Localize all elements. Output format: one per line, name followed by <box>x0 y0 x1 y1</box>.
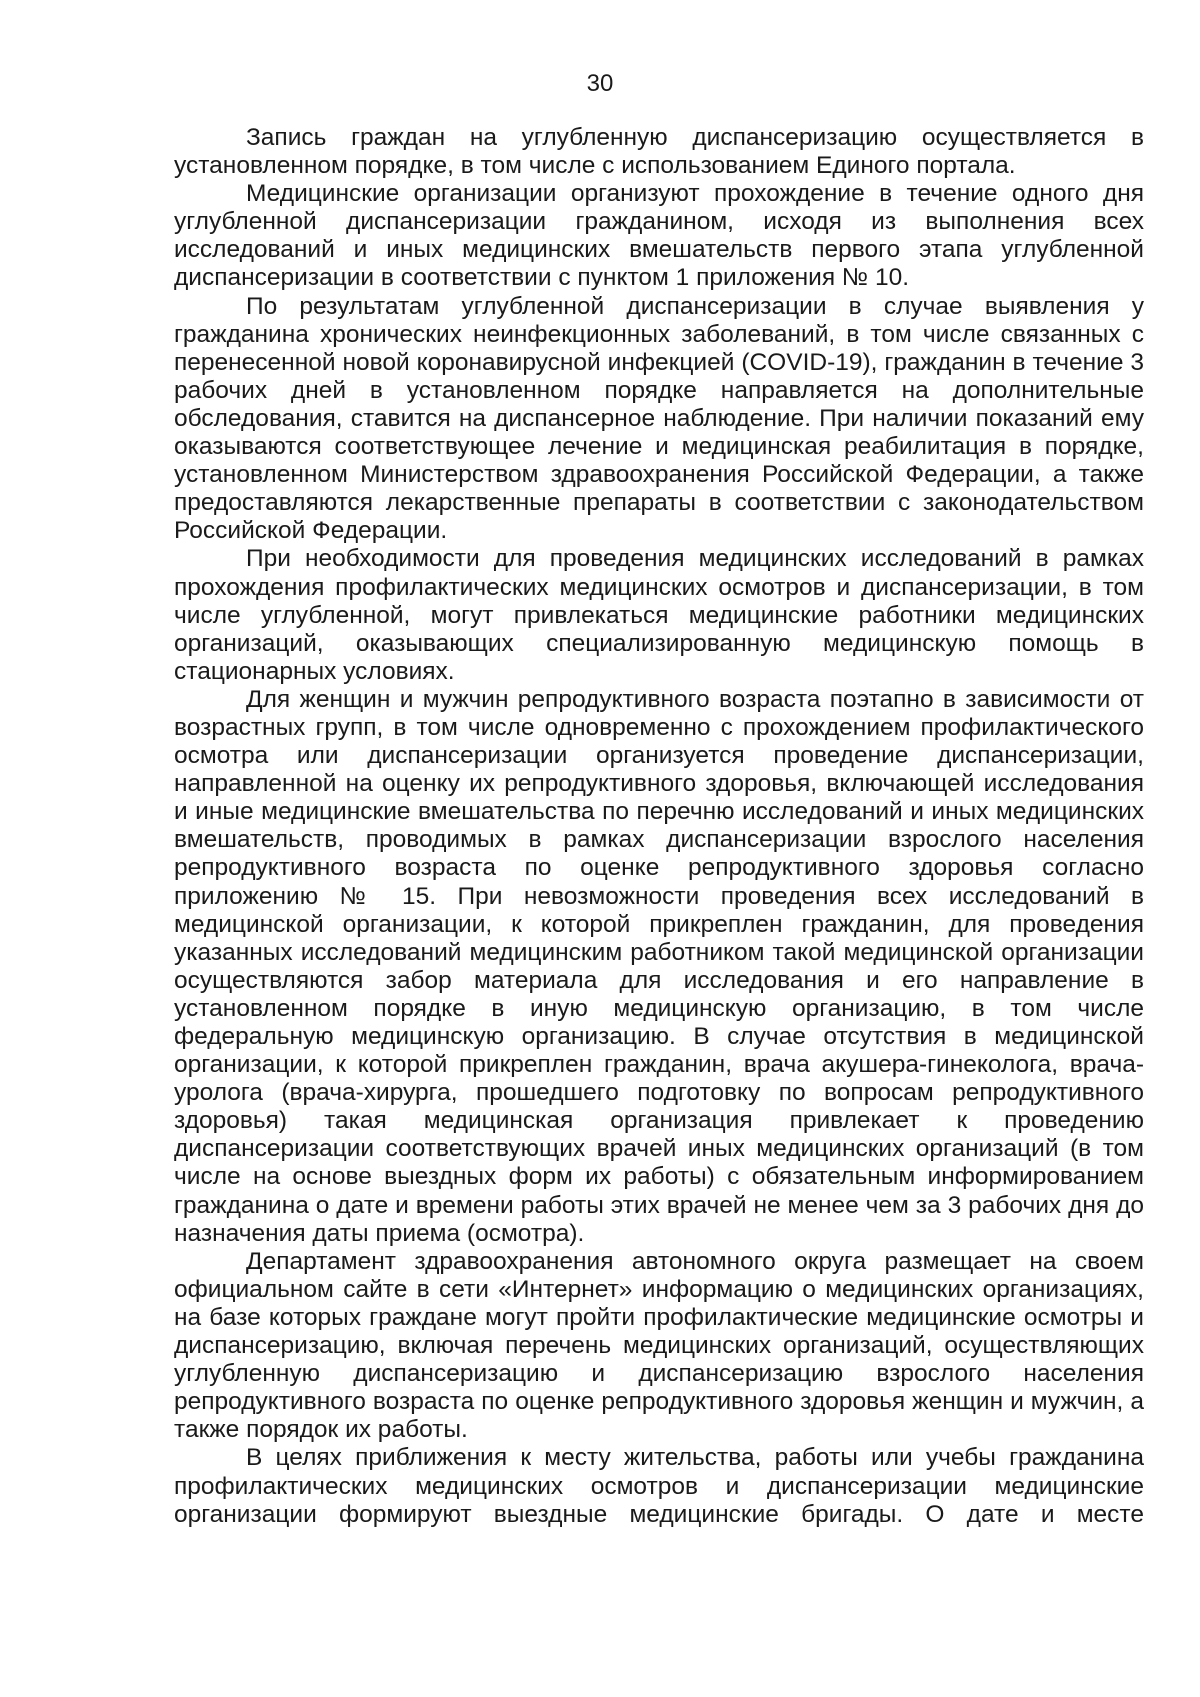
paragraph-results-of-examination: По результатам углубленной диспансеризации в случае выявления у гражданина хронических неинфекционных заболеваний, в том числе связанных с перенесенной новой коронавирусной инфекцией (COVID-19), гражданин в течение 3 рабочих дней в установленном порядке направляется на дополнительные обследования, ставится на диспансерное наблюдение. При наличии показаний ему оказываются соответствующее лечение и медицинская реабилитация в порядке, установленном Министерством здравоохранения Российской Федерации, а также предоставляются лекарственные препараты в соответствии с законодательством Российской Федерации. <box>174 292 1144 545</box>
page-number: 30 <box>586 70 614 97</box>
paragraph-appointment-registration: Запись граждан на углубленную диспансеризацию осуществляется в установленном порядке, в том числе с использованием Единого портала. <box>174 124 1144 180</box>
paragraph-one-day-examination: Медицинские организации организуют прохождение в течение одного дня углубленной диспансеризации гражданином, исходя из выполнения всех исследований и иных медицинских вмешательств первого этапа углубленной диспансеризации в соответствии с пунктом 1 приложения № 10. <box>174 180 1144 292</box>
paragraph-medical-workers-involvement: При необходимости для проведения медицинских исследований в рамках прохождения профилактических медицинских осмотров и диспансеризации, в том числе углубленной, могут привлекаться медицинские работники медицинских организаций, оказывающих специализированную медицинскую помощь в стационарных условиях. <box>174 545 1144 685</box>
paragraph-department-website-info: Департамент здравоохранения автономного округа размещает на своем официальном сайте в сети «Интернет» информацию о медицинских организациях, на базе которых граждане могут пройти профилактические медицинские осмотры и диспансеризацию, включая перечень медицинских организаций, осуществляющих углубленную диспансеризацию и диспансеризацию взрослого населения репродуктивного возраста по оценке репродуктивного здоровья женщин и мужчин, а также порядок их работы. <box>174 1247 1144 1444</box>
paragraph-mobile-medical-teams: В целях приближения к месту жительства, работы или учебы гражданина профилактических медицинских осмотров и диспансеризации медицинские организации формируют выездные медицинские бригады. О дате и месте <box>174 1444 1144 1528</box>
paragraph-reproductive-health: Для женщин и мужчин репродуктивного возраста поэтапно в зависимости от возрастных групп, в том числе одновременно с прохождением профилактического осмотра или диспансеризации организуется проведение диспансеризации, направленной на оценку их репродуктивного здоровья, включающей исследования и иные медицинские вмешательства по перечню исследований и иных медицинских вмешательств, проводимых в рамках диспансеризации взрослого населения репродуктивного возраста по оценке репродуктивного здоровья согласно приложению № 15. При невозможности проведения всех исследований в медицинской организации, к которой прикреплен гражданин, для проведения указанных исследований медицинским работником такой медицинской организации осуществляются забор материала для исследования и его направление в установленном порядке в иную медицинскую организацию, в том числе федеральную медицинскую организацию. В случае отсутствия в медицинской организации, к которой прикреплен гражданин, врача акушера-гинеколога, врача-уролога (врача-хирурга, прошедшего подготовку по вопросам репродуктивного здоровья) такая медицинская организация привлекает к проведению диспансеризации соответствующих врачей иных медицинских организаций (в том числе на основе выездных форм их работы) с обязательным информированием гражданина о дате и времени работы этих врачей не менее чем за 3 рабочих дня до назначения даты приема (осмотра). <box>174 685 1144 1247</box>
document-body <box>174 124 1144 1529</box>
